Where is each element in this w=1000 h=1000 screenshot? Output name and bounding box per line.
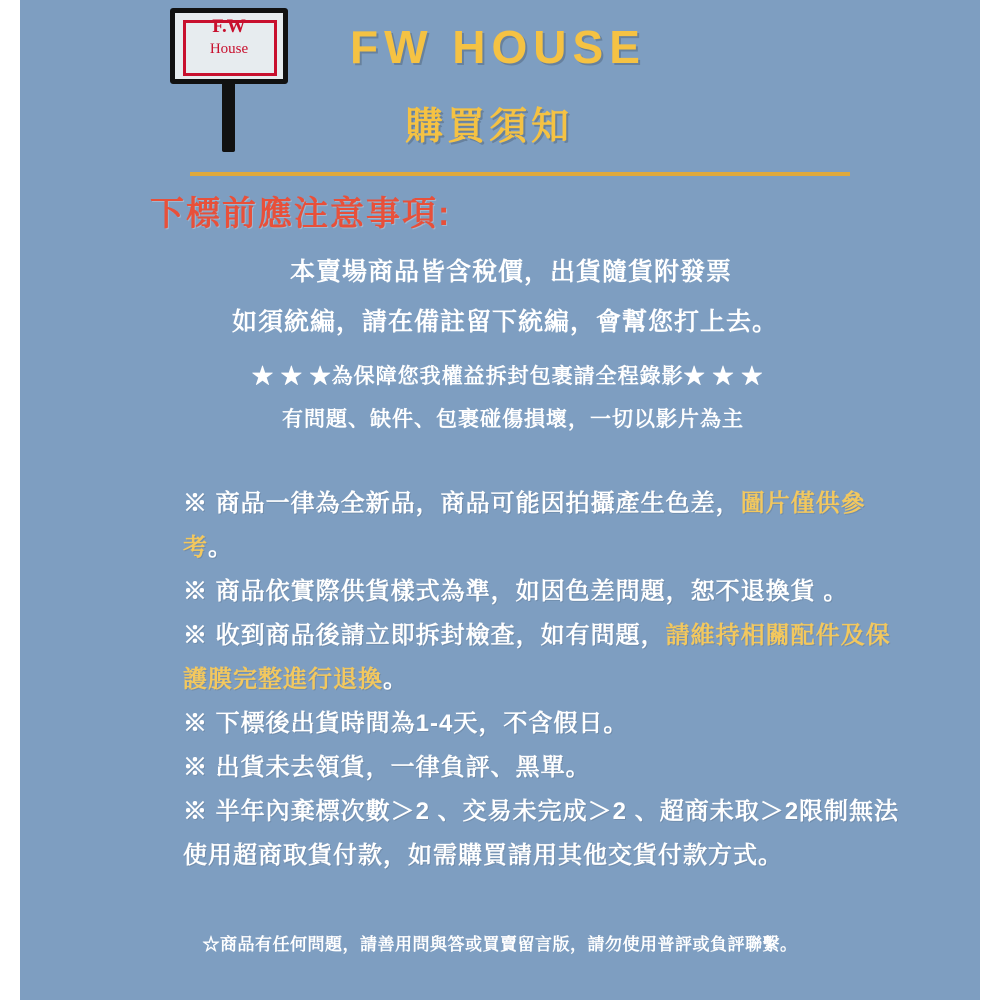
notice-line-1: 本賣場商品皆含稅價，出貨隨貨附發票 [290,258,733,286]
bullet-marker: ※ [183,490,208,517]
bullet-item [183,614,903,702]
bullet-item [183,570,903,614]
brand-name: FW HOUSE [350,21,646,73]
header-divider [190,172,850,176]
page-title: 購買須知 [405,106,574,148]
bullet-item [183,746,903,790]
notice-line-3: ★ ★ ★為保障您我權益拆封包裹請全程錄影★ ★ ★ [252,365,764,388]
notice-heading: 下標前應注意事項: [150,195,452,233]
bullet-item [183,790,903,878]
notice-line-2: 如須統編，請在備註留下統編，會幫您打上去。 [232,308,779,336]
bullet-text-highlight: 請維持相關配件及保護膜完整進行退換 [183,622,891,693]
bullet-text: 半年內棄標次數＞2 、交易未完成＞2 、超商未取＞2限制無法使用超商取貨付款，如需購買請用其他交貨付款方式。 [183,798,900,869]
bullet-text: 下標後出貨時間為1-4天，不含假日。 [208,710,629,737]
logo-house-text: House [209,41,249,57]
bullet-text: 收到商品後請立即拆封檢查，如有問題， [208,622,666,649]
bullet-text: 。 [208,534,233,561]
bullet-text-highlight: 圖片僅供參考 [183,490,866,561]
bullet-item [183,482,903,570]
bullet-text: 商品依實際供貨樣式為準，如因色差問題，恕不退換貨 。 [208,578,849,605]
bullet-text: 商品一律為全新品，商品可能因拍攝產生色差， [208,490,741,517]
bullet-marker: ※ [183,754,208,781]
notice-card [20,0,980,1000]
bullet-list [183,482,903,878]
bullet-text: 出貨未去領貨，一律負評、黑單。 [208,754,591,781]
bullet-text: 。 [383,666,408,693]
bullet-marker: ※ [183,622,208,649]
bullet-marker: ※ [183,578,208,605]
bullet-marker: ※ [183,710,208,737]
shop-sign-logo [170,8,300,158]
sign-post-icon [222,80,235,152]
sign-board-icon [170,8,288,84]
footer-note: ☆商品有任何問題，請善用問與答或買賣留言版，請勿使用普評或負評聯繫。 [202,935,798,954]
notice-line-4: 有問題、缺件、包裹碰傷損壞，一切以影片為主 [282,408,744,431]
page-header [20,0,980,160]
logo-fw-text: F.W [212,16,246,37]
bullet-marker: ※ [183,798,208,825]
bullet-item [183,702,903,746]
